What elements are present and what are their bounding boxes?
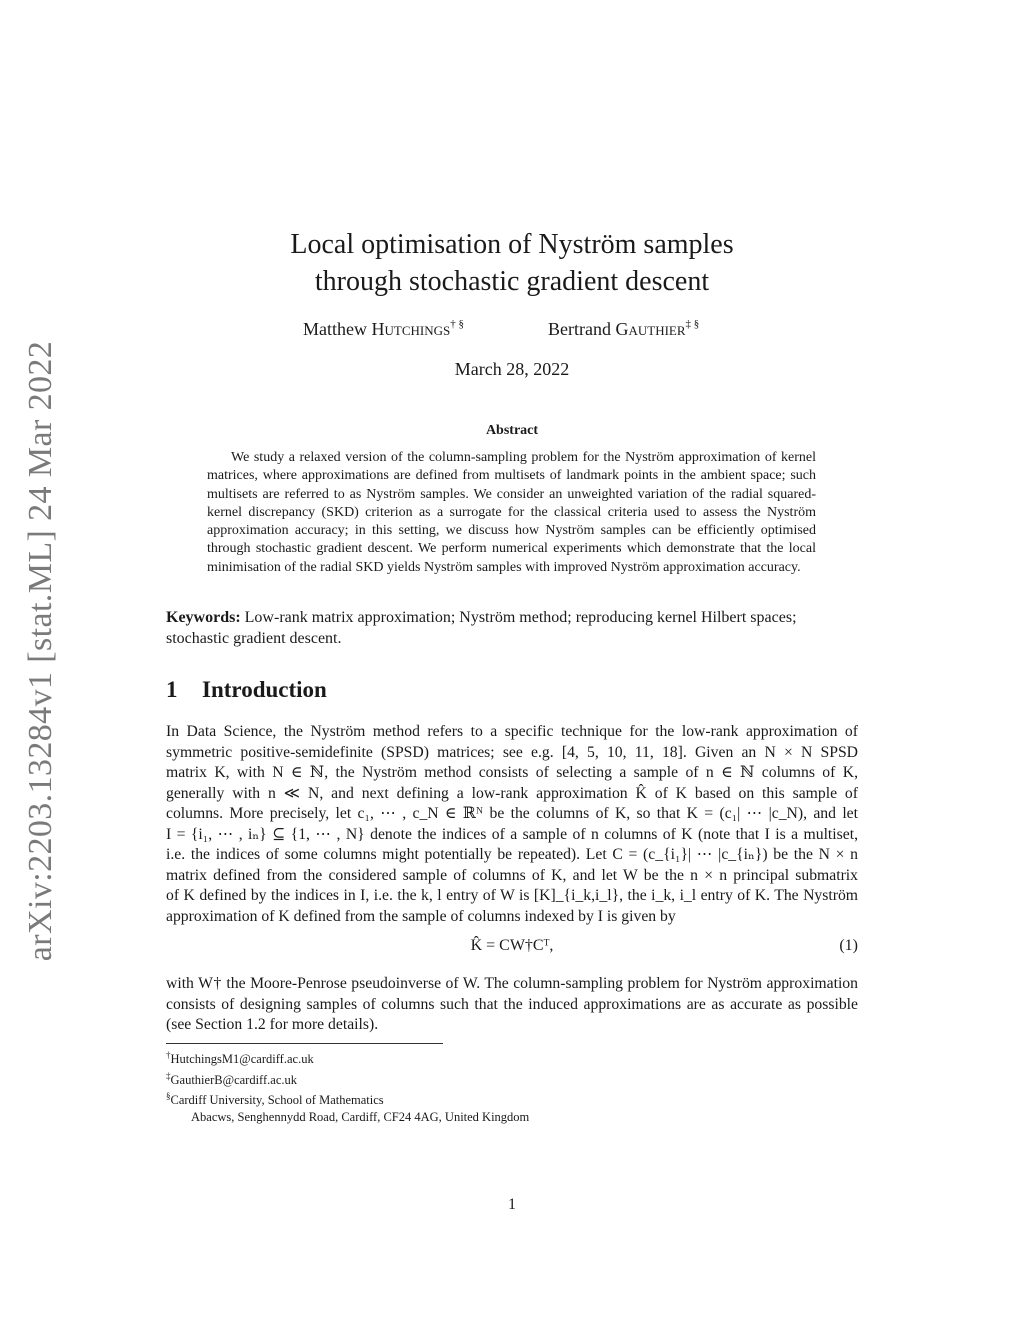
intro-line: symmetric positive-semidefinite (SPSD) matrices; see e.g. [4, 5, 10, 11, 18]. Given an N × N SPSD	[166, 743, 858, 761]
paper-title	[0, 226, 1024, 300]
title-line-2: through stochastic gradient descent	[314, 266, 710, 297]
arxiv-id-text: arXiv:2203.13284v1 [stat.ML] 24 Mar 2022	[22, 340, 59, 962]
title-line-1: Local optimisation of Nyström samples	[290, 229, 734, 260]
author-hutchings: Matthew Hutchings† §	[303, 318, 464, 339]
keywords-label: Keywords:	[166, 609, 241, 626]
intro-line: matrix defined from the considered sample of columns of K, and let W be the n × n principal submatrix	[166, 866, 858, 884]
intro-line: columns. More precisely, let c₁, ⋯ , c_N ∈ ℝᴺ be the columns of K, so that K = (c₁| ⋯ |c_N), and let	[166, 805, 858, 822]
keywords-text: Low-rank matrix approximation; Nyström method; reproducing kernel Hilbert spaces; stochastic gradient descent.	[166, 609, 797, 647]
footnote-affiliation: §Cardiff University, School of Mathematics	[166, 1091, 384, 1107]
footnote-divider	[166, 1043, 443, 1044]
intro-line: i.e. the indices of some columns might potentially be repeated). Let C = (c_{i₁}| ⋯ |c_{iₙ}) be the N × n	[166, 846, 858, 863]
abstract-heading: Abstract	[485, 423, 539, 438]
footnote-email-gauthier: ‡GauthierB@cardiff.ac.uk	[166, 1070, 298, 1087]
section-title: Introduction	[202, 677, 327, 702]
keywords	[166, 607, 858, 649]
abstract-body: We study a relaxed version of the column-sampling problem for the Nyström approximation of kernel matrices, where approximations are defined from multisets of landmark points in the ambient space; such multisets are referred to as Nyström samples. We consider an unweighted variation of the radial squared-kernel discrepancy (SKD) criterion as a surrogate for the classical criteria used to assess the Nyström approximation accuracy; in this setting, we discuss how Nyström samples can be efficiently optimised through stochastic gradient descent. We perform numerical experiments which demonstrate that the local minimisation of the radial SKD yields Nyström samples with improved Nyström approximation accuracy.	[207, 450, 816, 575]
intro-line: In Data Science, the Nyström method refers to a specific technique for the low-rank approximation of	[166, 723, 858, 740]
section-heading-introduction	[166, 677, 327, 703]
section-number: 1	[166, 677, 178, 702]
post-equation-paragraph: with W† the Moore-Penrose pseudoinverse of W. The column-sampling problem for Nyström approximation consists of designing samples of columns such that the induced approximations are as accurate as possible (see Section 1.2 for more details).	[166, 975, 858, 1033]
footnote-email-hutchings: †HutchingsM1@cardiff.ac.uk	[166, 1050, 314, 1066]
equation-formula: K̂ = CW†Cᵀ,	[470, 937, 554, 954]
author-affiliation-marks: † §	[450, 318, 464, 330]
page-number: 1	[508, 1196, 516, 1213]
introduction-paragraph	[166, 722, 858, 927]
intro-line: generally with n ≪ N, and next defining a low-rank approximation K̂ of K based on this sample of	[166, 784, 858, 802]
intro-line: matrix K, with N ∈ ℕ, the Nyström method consists of selecting a sample of n ∈ ℕ columns of K,	[166, 764, 858, 781]
author-affiliation-marks: ‡ §	[685, 318, 700, 330]
intro-line: approximation of K defined from the sample of columns indexed by I is given by	[166, 907, 676, 925]
equation-number: (1)	[839, 937, 858, 954]
author-gauthier: Bertrand Gauthier‡ §	[548, 318, 700, 339]
paper-date: March 28, 2022	[454, 359, 570, 379]
footnote-address: Abacws, Senghennydd Road, Cardiff, CF24 4AG, United Kingdom	[191, 1109, 530, 1124]
intro-line: of K defined by the indices in I, i.e. the k, l entry of W is [K]_{i_k,i_l}, the i_k, i_l entry of K. The Nyström	[166, 887, 858, 904]
footnotes	[166, 1047, 858, 1125]
intro-line: I = {i₁, ⋯ , iₙ} ⊆ {1, ⋯ , N} denote the indices of a sample of n columns of K (note that I is a multiset,	[166, 825, 858, 843]
